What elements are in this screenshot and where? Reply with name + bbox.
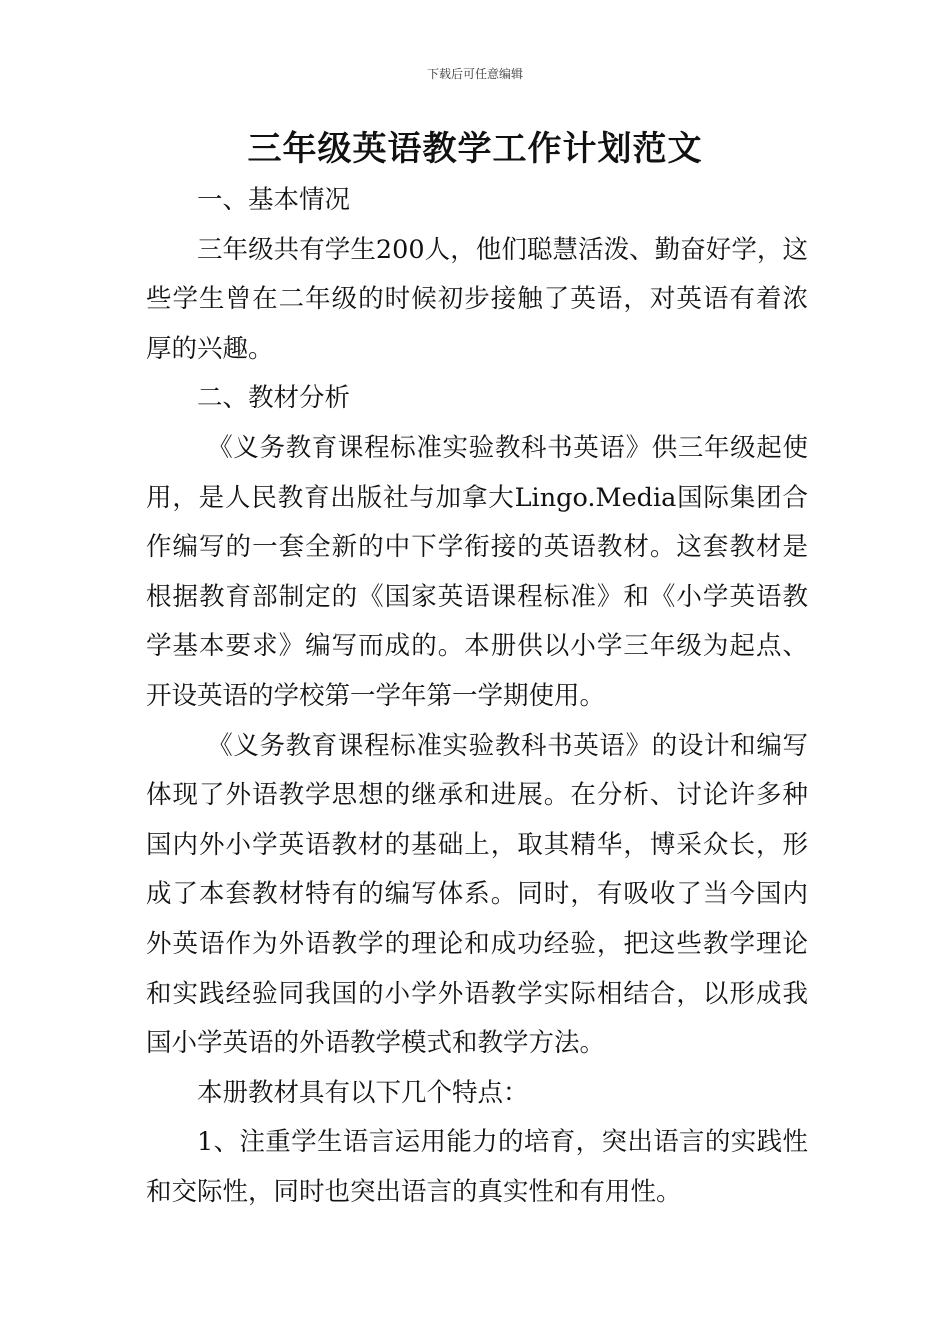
page-header-note: 下载后可任意编辑 — [426, 67, 523, 81]
section-heading-basic-situation: 一、基本情况 — [197, 185, 351, 215]
paragraph-textbook-intro: 《义务教育课程标准实验教科书英语》供三年级起使用，是人民教育出版社与加拿大Lingo.Media国际集团合作编写的一套全新的中下学衔接的英语教材。这套教材是根据教育部制定的《国家英语课程标准》和《小学英语教学基本要求》编写而成的。本册供以小学三年级为起点、开设英语的学校第一学年第一学期使用。 — [146, 432, 808, 711]
paragraph-feature-1: 1、注重学生语言运用能力的培育，突出语言的实践性和交际性，同时也突出语言的真实性和有用性。 — [146, 1127, 808, 1207]
paragraph-basic-situation: 三年级共有学生200人，他们聪慧活泼、勤奋好学，这些学生曾在二年级的时候初步接触了英语，对英语有着浓厚的兴趣。 — [146, 234, 808, 364]
paragraph-features-intro: 本册教材具有以下几个特点： — [197, 1077, 529, 1108]
paragraph-textbook-design: 《义务教育课程标准实验教科书英语》的设计和编写体现了外语教学思想的继承和进展。在分析、讨论许多种国内外小学英语教材的基础上，取其精华，博采众长，形成了本套教材特有的编写体系。同时，有吸收了当今国内外英语作为外语教学的理论和成功经验，把这些教学理论和实践经验同我国的小学外语教学实际相结合，以形成我国小学英语的外语教学模式和教学方法。 — [146, 730, 808, 1059]
document-title: 三年级英语教学工作计划范文 — [247, 129, 703, 169]
section-heading-textbook-analysis: 二、教材分析 — [197, 383, 351, 414]
document-body — [146, 176, 808, 1217]
